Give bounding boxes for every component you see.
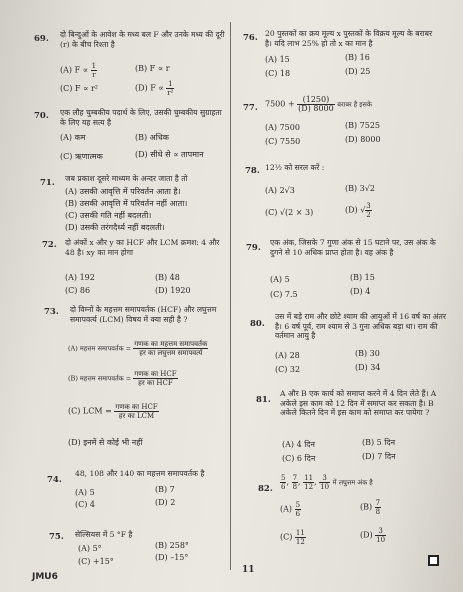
- q78-option-c: (C) √(2 × 3): [265, 208, 314, 217]
- q82-option-c: (C) $\frac{11}{12}$: [280, 529, 305, 546]
- q77-option-d: (D) 8000: [345, 135, 381, 144]
- q79-option-c: (C) 7.5: [270, 290, 298, 299]
- q74-option-d: (D) 2: [155, 498, 176, 507]
- q71-option-c: (C) उसकी गति नहीं बदलती।: [65, 211, 152, 220]
- q72-option-b: (B) 48: [155, 273, 180, 282]
- q74-option-b: (B) 7: [155, 485, 175, 494]
- q72-option-c: (C) 86: [65, 286, 91, 295]
- q73-option-a: (A) महत्तम समापवर्तक = गणक का महत्तम समापवर्तक हर का लघुत्तम समापवर्त्य: [68, 340, 208, 357]
- q80-option-b: (B) 30: [355, 349, 380, 358]
- q73-option-d: (D) इनमें से कोई भी नहीं: [68, 438, 143, 447]
- q82-option-b: (B) $\frac{7}{8}$: [360, 499, 381, 516]
- q74-number: 74.: [47, 475, 62, 485]
- q79-text: एक अंक, जिसके 7 गुणा अंक से 15 घटाने पर, उस अंक के दुगने से 10 अधिक प्राप्त होता है। वह अंक है: [270, 238, 436, 257]
- q79-number: 79.: [246, 243, 261, 253]
- q78-text: 12½ को सरल करें :: [265, 163, 325, 172]
- q79-option-d: (D) 4: [350, 287, 371, 296]
- q77-option-a: (A) 7500: [265, 123, 300, 132]
- q69-option-c: (C) F ∝ r²: [60, 84, 99, 93]
- q69-option-b: (B) F ∝ r: [135, 64, 170, 73]
- q80-text: उस में बड़े राम और छोटे श्याम की आयुओं में 16 वर्ष का अंतर है। 6 वर्ष पूर्व, राम श्याम से 3 गुना अधिक बड़ा था। राम की वर्तमान आयु है: [275, 312, 446, 341]
- q79-option-b: (B) 15: [350, 273, 375, 282]
- q70-option-d: (D) सीधे से ∝ तापमान: [135, 150, 204, 159]
- q70-text: एक लौह चुम्बकीय पदार्थ के लिए, उसकी चुम्बकीय सुग्राहता के लिए यह सत्य है: [60, 108, 222, 127]
- q82-expression: $\frac{5}{6}$ , $\frac{7}{8}$ , $\frac{11}{12}$ , $\frac{3}{10}$ में लघुत्तम अंक है: [281, 474, 373, 491]
- q71-option-a: (A) उसकी आवृत्ति में परिवर्तन आता है।: [65, 187, 181, 196]
- q70-option-b: (B) अधिक: [135, 133, 169, 142]
- q77-expression: 7500 + $\frac{(1250)}{(D) 8000}$ बराबर है इसके: [265, 95, 372, 113]
- q71-option-d: (D) उसकी तरंगदैर्ध्य नहीं बदलती।: [65, 223, 165, 232]
- q72-text: दो अंकों x और y का HCF और LCM क्रमश: 4 और 48 है। xy का मान होगा: [65, 238, 220, 257]
- q69-option-a: (A) F ∝ $\frac{1}{r}$: [60, 62, 97, 79]
- column-divider: [230, 22, 231, 570]
- q75-option-d: (D) –15°: [155, 553, 189, 562]
- q81-number: 81.: [256, 395, 271, 405]
- q80-option-d: (D) 34: [355, 363, 381, 372]
- q81-option-a: (A) 4 दिन: [282, 440, 315, 449]
- q69-text: दो बिन्दुओं के आवेश के मध्य बल F और उनके मध्य की दूरी (r) के बीच रिश्ता है: [60, 30, 225, 49]
- q76-option-a: (A) 15: [265, 55, 290, 64]
- q78-option-b: (B) 3√2: [345, 184, 375, 193]
- q74-option-c: (C) 4: [75, 500, 95, 509]
- q69-option-d: (D) F ∝ $\frac{1}{\text{r²}}$: [135, 80, 174, 97]
- q70-option-a: (A) कम: [60, 133, 86, 142]
- q80-number: 80.: [250, 319, 265, 329]
- q73-option-b: (B) महत्तम समापवर्तक = गणक का HCF हर का HCF: [68, 370, 177, 387]
- q80-option-c: (C) 32: [275, 365, 301, 374]
- q69-number: 69.: [34, 34, 49, 44]
- q71-number: 71.: [40, 178, 55, 188]
- q78-option-a: (A) 2√3: [265, 186, 295, 195]
- q77-option-b: (B) 7525: [345, 121, 381, 130]
- q75-option-a: (A) 5°: [78, 544, 102, 553]
- corner-square-mark: [428, 555, 439, 566]
- q82-number: 82.: [258, 484, 273, 494]
- q72-option-a: (A) 192: [65, 273, 95, 282]
- q75-option-c: (C) +15°: [78, 557, 114, 566]
- q74-option-a: (A) 5: [75, 488, 95, 497]
- q81-option-c: (C) 6 दिन: [282, 454, 316, 463]
- q77-number: 77.: [243, 103, 258, 113]
- q76-option-b: (B) 16: [345, 53, 370, 62]
- q81-option-b: (B) 5 दिन: [362, 438, 396, 447]
- booklet-code: JMU6: [32, 572, 58, 582]
- q81-option-d: (D) 7 दिन: [362, 452, 396, 461]
- q78-number: 78.: [245, 166, 260, 176]
- q75-option-b: (B) 258°: [155, 541, 189, 550]
- q76-option-c: (C) 18: [265, 69, 291, 78]
- q73-number: 73.: [44, 307, 59, 317]
- q76-option-d: (D) 25: [345, 67, 371, 76]
- q76-number: 76.: [243, 33, 258, 43]
- q77-option-c: (C) 7550: [265, 137, 301, 146]
- q73-option-c: (C) LCM = गणक का HCF हर का LCM: [68, 403, 158, 420]
- q79-option-a: (A) 5: [270, 275, 290, 284]
- q76-text: 20 पुस्तकों का क्रय मूल्य x पुस्तकों के विक्रय मूल्य के बराबर है। यदि लाभ 25% हो तो x का मान है: [265, 29, 433, 48]
- q71-option-b: (B) उसकी आवृत्ति में परिवर्तन नहीं आता।: [65, 199, 188, 208]
- q78-option-d: (D) √ $\frac{3}{2}$: [345, 202, 371, 219]
- q73-text: दो विम्नों के महत्तम समापवर्तक (HCF) और लघुत्तम समापवर्त्य (LCM) विषय में क्या सही है ?: [70, 305, 217, 324]
- q70-number: 70.: [34, 111, 49, 121]
- q71-text: जब प्रकाश दूसरे माध्यम के अन्दर जाता है तो: [65, 174, 188, 183]
- q72-number: 72.: [42, 240, 57, 250]
- q81-text: A और B एक कार्य को समाप्त करने में 4 दिन लेते हैं। A अकेले इस काम को 12 दिन में समाप्त कर सकता है। B अकेले कितने दिन में इस काम को समाप्त कर पायेगा ?: [280, 389, 437, 418]
- q75-text: सेल्सियस में 5 °F है: [75, 530, 133, 539]
- q80-option-a: (A) 28: [275, 351, 300, 360]
- q74-text: 48, 108 और 140 का महत्तम समापवर्तक है: [75, 469, 205, 478]
- q82-option-d: (D) $\frac{3}{10}$: [360, 527, 386, 544]
- q70-option-c: (C) ऋणात्मक: [60, 152, 103, 161]
- q82-option-a: (A) $\frac{5}{6}$: [280, 501, 301, 518]
- q72-option-d: (D) 1920: [155, 286, 191, 295]
- q75-number: 75.: [49, 532, 64, 542]
- page-number: 11: [242, 565, 255, 575]
